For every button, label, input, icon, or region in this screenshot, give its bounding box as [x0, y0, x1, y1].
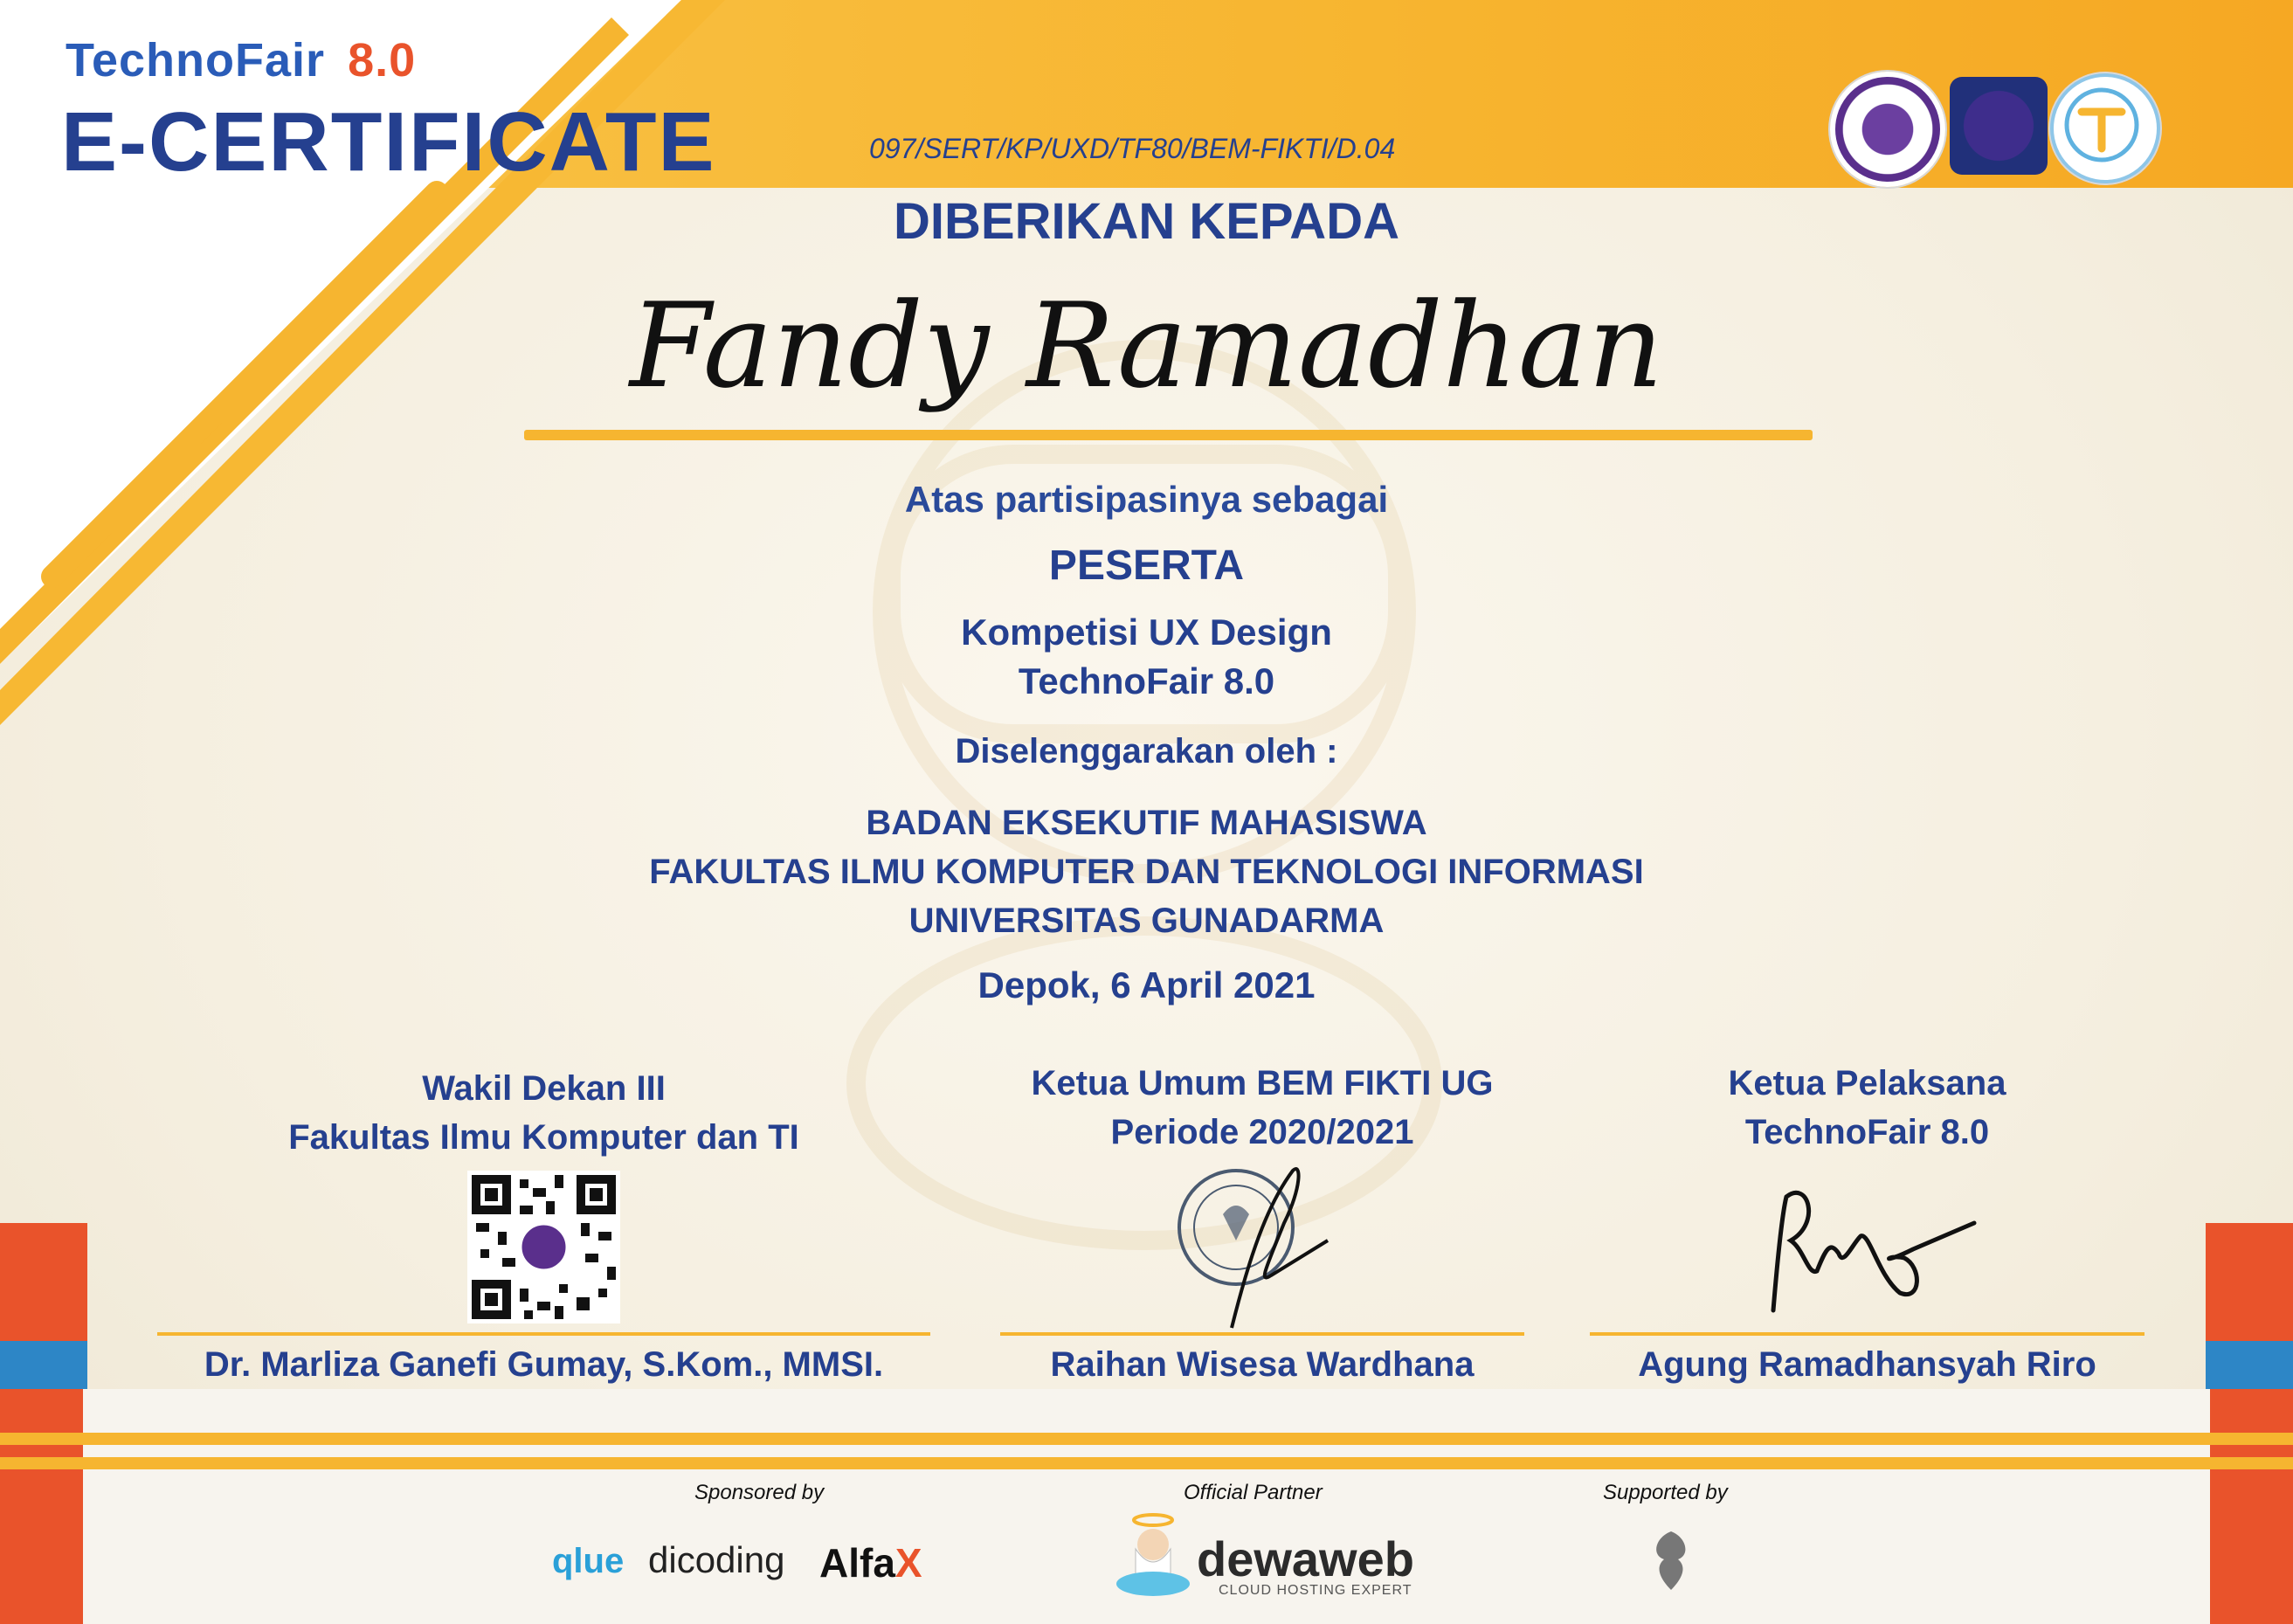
certificate-title: E-CERTIFICATE [61, 95, 716, 189]
bottom-left-orange [0, 1223, 87, 1624]
signatory-1-name: Dr. Marliza Ganefi Gumay, S.Kom., MMSI. [204, 1345, 884, 1384]
brand-logo [66, 33, 416, 87]
signatory-2-title-1: Ketua Umum BEM FIKTI UG [1031, 1064, 1494, 1102]
left-blue-stripe [0, 1341, 87, 1389]
role: PESERTA [1048, 542, 1245, 589]
signatory-3-signature [1756, 1171, 1992, 1328]
organizer-line-1: BADAN EKSEKUTIF MAHASISWA [866, 804, 1427, 842]
signatory-2-stamp-signature [1171, 1153, 1345, 1345]
technofair-logo [2050, 73, 2160, 183]
signatory-2-title-2: Periode 2020/2021 [1110, 1113, 1414, 1151]
sponsor-alfax [819, 1539, 922, 1586]
organizer-line-2: FAKULTAS ILMU KOMPUTER DAN TEKNOLOGI INFORMASI [649, 853, 1644, 891]
signatory-3-name: Agung Ramadhansyah Riro [1638, 1345, 2096, 1384]
participation-intro: Atas partisipasinya sebagai [904, 479, 1389, 520]
signatory-1-title-1: Wakil Dekan III [422, 1069, 666, 1108]
signatory-3-line [1590, 1332, 2145, 1336]
brand-version: 8.0 [348, 34, 417, 86]
brand-name: TechnoFair [66, 34, 326, 86]
bem-logo [1950, 77, 2048, 175]
footer-divider [0, 1433, 2293, 1469]
signatory-2-line [1000, 1332, 1524, 1336]
organizer-line-3: UNIVERSITAS GUNADARMA [908, 902, 1385, 940]
sponsor-alfax-x: X [894, 1540, 922, 1586]
name-underline [524, 430, 1813, 440]
place-date: Depok, 6 April 2021 [977, 964, 1316, 1005]
given-to-heading: DIBERIKAN KEPADA [894, 193, 1399, 250]
partner-dewaweb: dewaweb [1197, 1531, 1414, 1586]
dewaweb-mascot-icon [1114, 1510, 1192, 1597]
partner-label: Official Partner [1184, 1481, 1323, 1504]
qr-code [467, 1171, 620, 1323]
supporter-logo-icon [1638, 1524, 1703, 1594]
supported-label: Supported by [1603, 1481, 1728, 1504]
recipient-name: Fandy Ramadhan [629, 278, 1664, 414]
certificate-number: 097/SERT/KP/UXD/TF80/BEM-FIKTI/D.04 [869, 133, 1396, 164]
sponsor-qlue: qlue [552, 1542, 625, 1580]
signatory-3-title-2: TechnoFair 8.0 [1744, 1113, 1990, 1151]
bottom-right-orange [2206, 1223, 2293, 1624]
signatory-1-line [157, 1332, 930, 1336]
partner-tagline: CLOUD HOSTING EXPERT [1219, 1583, 1412, 1598]
organized-by: Diselenggarakan oleh : [955, 732, 1338, 771]
signatory-3-title-1: Ketua Pelaksana [1728, 1064, 2006, 1102]
right-blue-stripe [2206, 1341, 2293, 1389]
signatory-1-title-2: Fakultas Ilmu Komputer dan TI [288, 1118, 799, 1157]
sponsored-label: Sponsored by [694, 1481, 825, 1504]
event-line-2: TechnoFair 8.0 [1018, 660, 1275, 701]
signatory-2-name: Raihan Wisesa Wardhana [1050, 1345, 1475, 1384]
event-line-1: Kompetisi UX Design [961, 612, 1332, 653]
sponsor-alfax-text: Alfa [819, 1540, 895, 1586]
sponsor-dicoding: dicoding [648, 1539, 785, 1580]
gunadarma-seal-logo [1830, 72, 1945, 187]
